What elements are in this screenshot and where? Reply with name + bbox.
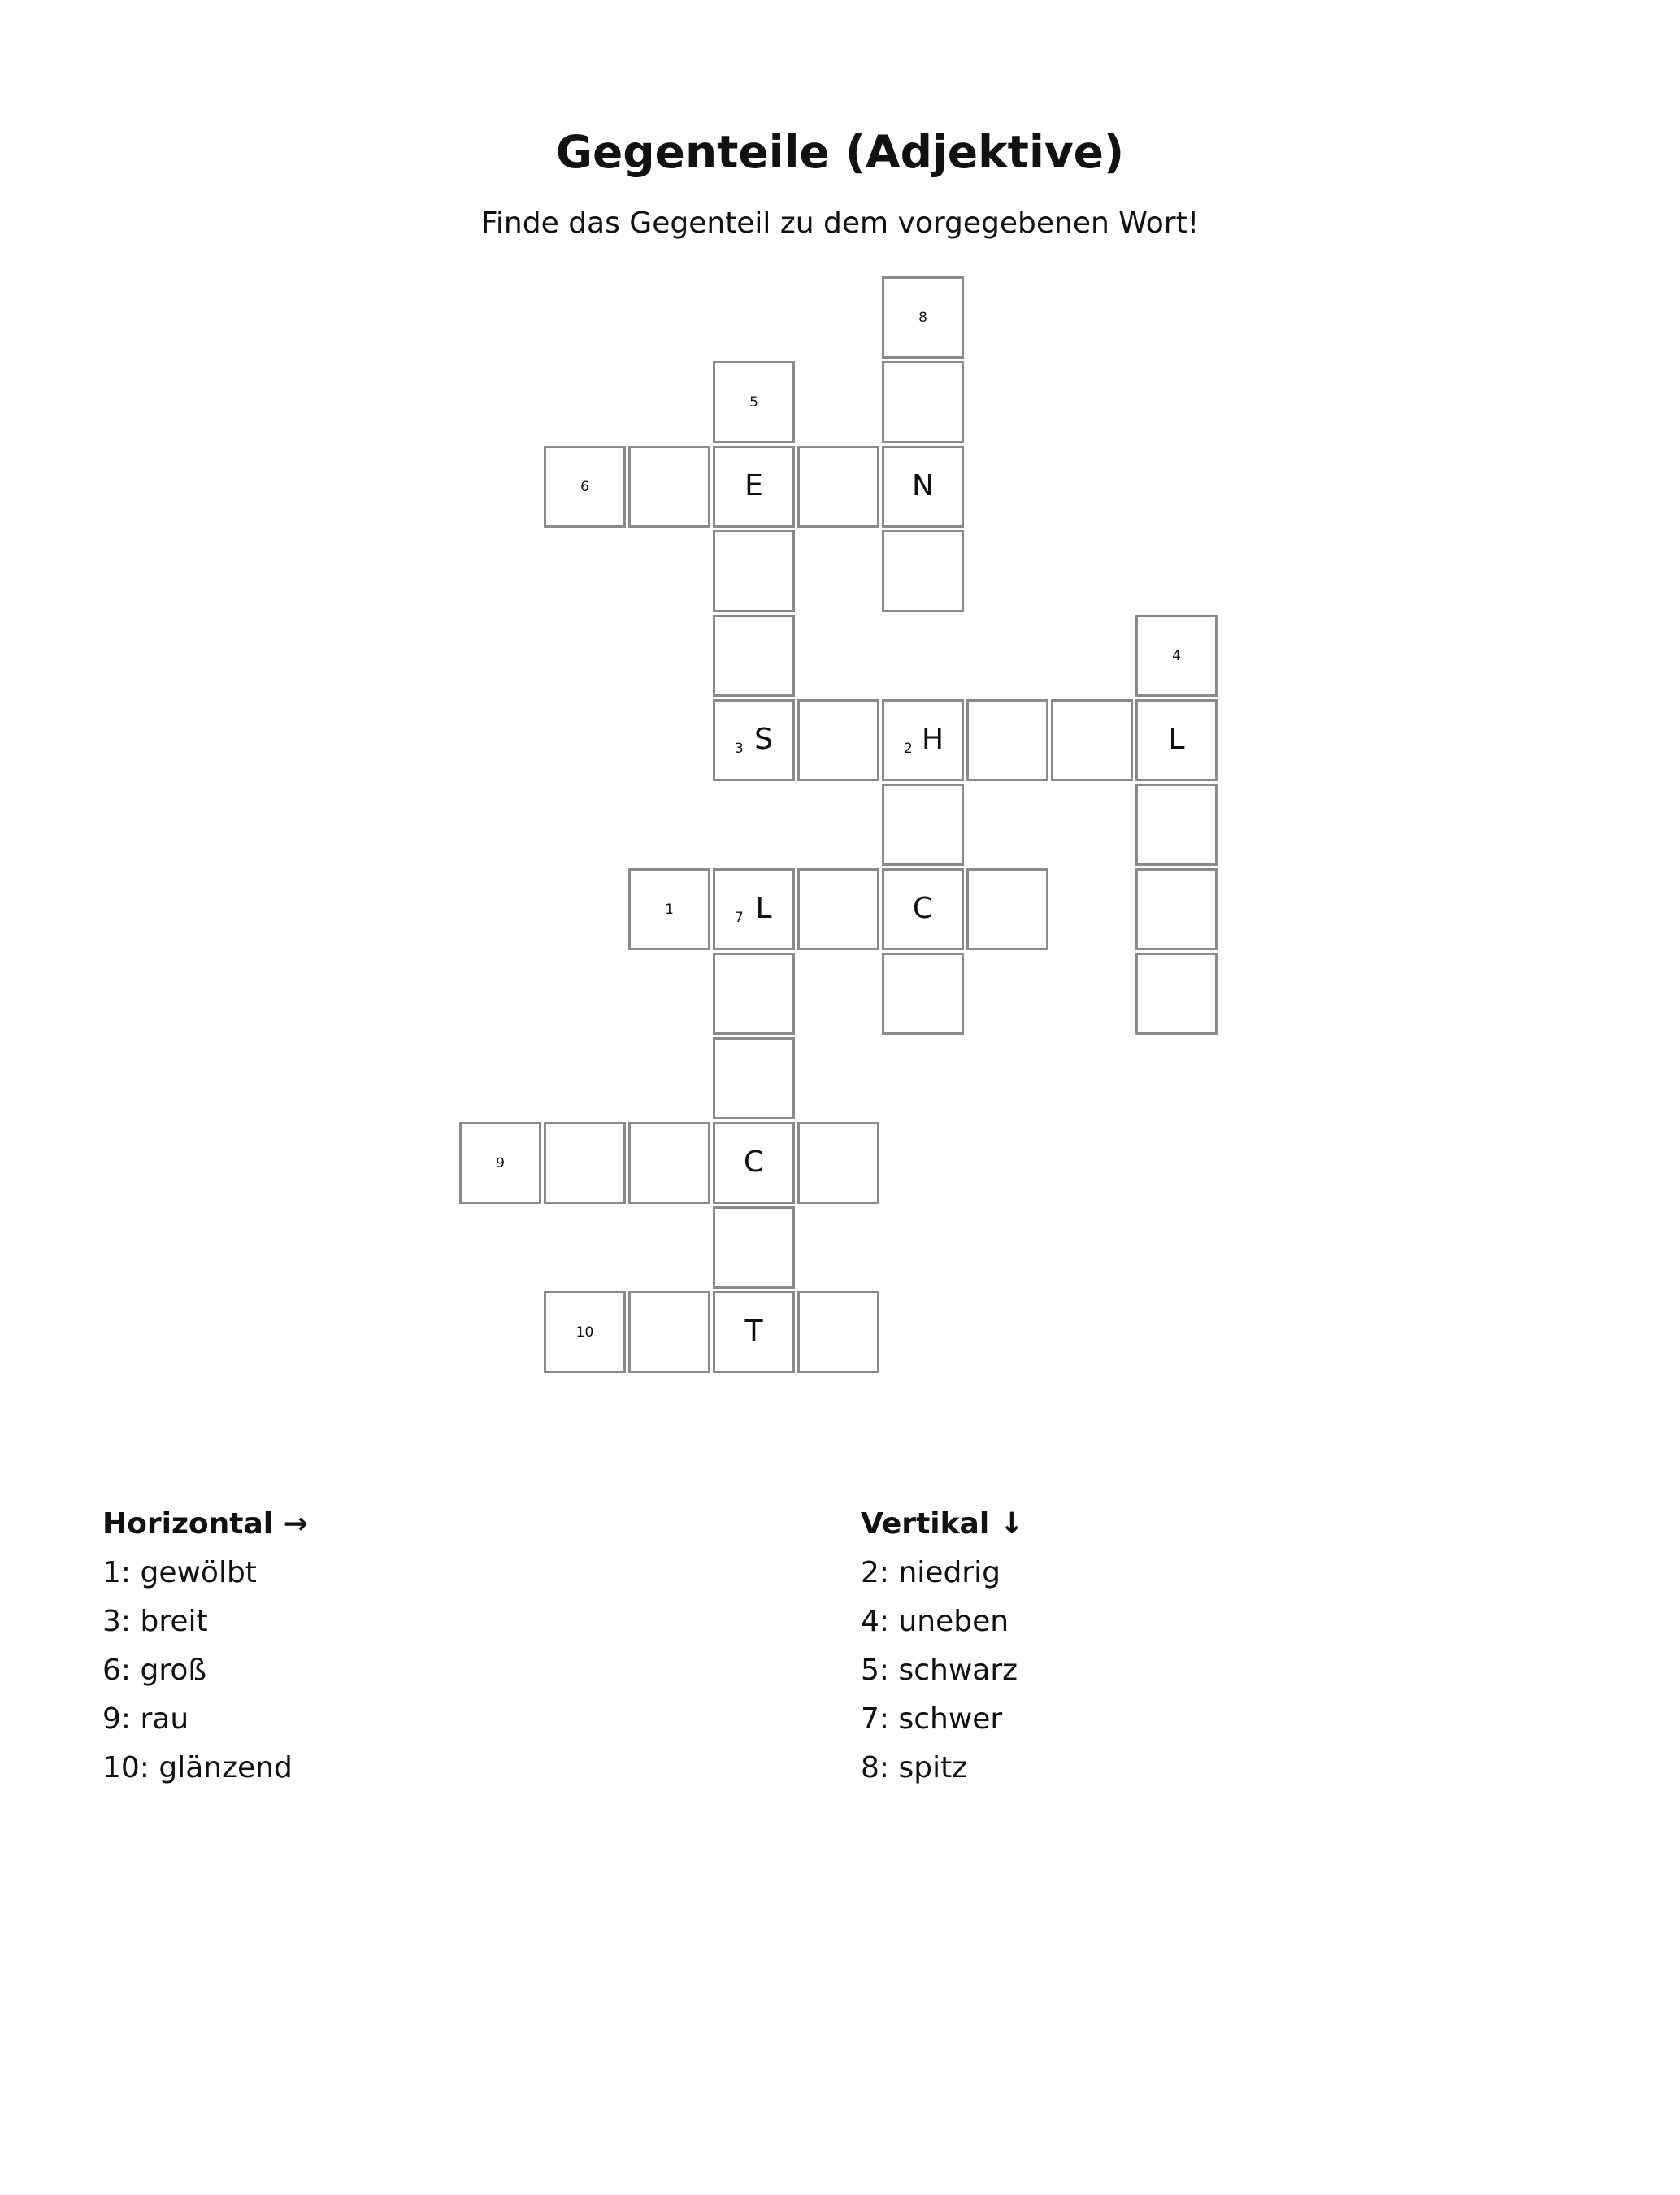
crossword-cell[interactable] bbox=[628, 1122, 710, 1204]
crossword-cell[interactable] bbox=[882, 953, 964, 1035]
clue-item: 5: schwarz bbox=[861, 1654, 1018, 1687]
given-letter: C bbox=[743, 1145, 765, 1179]
crossword-cell[interactable] bbox=[713, 615, 795, 697]
clue-item: 9: rau bbox=[102, 1702, 189, 1736]
clue-item: 4: uneben bbox=[861, 1605, 1009, 1638]
crossword-cell[interactable] bbox=[713, 446, 795, 528]
crossword-cell[interactable] bbox=[628, 868, 710, 950]
crossword-cell[interactable] bbox=[628, 1291, 710, 1373]
crossword-cell[interactable] bbox=[713, 1122, 795, 1204]
crossword-cell[interactable] bbox=[1135, 953, 1218, 1035]
given-letter: S bbox=[754, 723, 773, 756]
crossword-cell[interactable] bbox=[797, 1291, 879, 1373]
given-letter: E bbox=[744, 469, 763, 502]
crossword-cell[interactable] bbox=[797, 1122, 879, 1204]
crossword-cell[interactable] bbox=[1135, 699, 1218, 781]
crossword-cell[interactable] bbox=[713, 953, 795, 1035]
crossword-cell[interactable] bbox=[1135, 784, 1218, 866]
given-letter: H bbox=[921, 723, 944, 756]
given-letter: L bbox=[755, 892, 772, 925]
given-letter: L bbox=[1168, 723, 1185, 756]
given-letter: N bbox=[912, 469, 934, 502]
clue-number: 10 bbox=[575, 1324, 594, 1341]
clue-item: 7: schwer bbox=[861, 1702, 1003, 1736]
crossword-cell[interactable] bbox=[966, 699, 1048, 781]
crossword-cell[interactable] bbox=[882, 361, 964, 443]
crossword-cell[interactable] bbox=[544, 1291, 626, 1373]
crossword-cell[interactable] bbox=[459, 1122, 541, 1204]
crossword-cell[interactable] bbox=[882, 276, 964, 359]
clue-number: 7 bbox=[735, 910, 744, 926]
crossword-cell[interactable] bbox=[882, 530, 964, 612]
crossword-cell[interactable] bbox=[797, 699, 879, 781]
instructions: Finde das Gegenteil zu dem vorgegebenen Wort! bbox=[480, 206, 1200, 240]
clue-item: 8: spitz bbox=[861, 1751, 968, 1784]
crossword-cell[interactable] bbox=[1135, 868, 1218, 950]
crossword-cell[interactable] bbox=[713, 1037, 795, 1119]
crossword-cell[interactable] bbox=[713, 1206, 795, 1289]
clues-horizontal bbox=[102, 1500, 308, 1793]
crossword-cell[interactable] bbox=[713, 868, 795, 950]
clue-number: 5 bbox=[749, 394, 758, 411]
given-letter: T bbox=[744, 1315, 763, 1348]
page-title: Gegenteile (Adjektive) bbox=[555, 126, 1125, 178]
clue-number: 8 bbox=[918, 310, 927, 326]
clue-item: 1: gewölbt bbox=[102, 1556, 257, 1589]
crossword-cell[interactable] bbox=[628, 446, 710, 528]
crossword-cell[interactable] bbox=[1135, 615, 1218, 697]
clue-item: 6: groß bbox=[102, 1654, 207, 1687]
clue-number: 3 bbox=[735, 741, 744, 757]
crossword-cell[interactable] bbox=[797, 868, 879, 950]
crossword-cell[interactable] bbox=[966, 868, 1048, 950]
clue-item: 10: glänzend bbox=[102, 1751, 293, 1784]
crossword-cell[interactable] bbox=[713, 1291, 795, 1373]
crossword-cell[interactable] bbox=[797, 446, 879, 528]
given-letter: C bbox=[912, 892, 934, 925]
crossword-cell[interactable] bbox=[1051, 699, 1133, 781]
crossword-cell[interactable] bbox=[544, 446, 626, 528]
clue-number: 2 bbox=[904, 741, 913, 757]
crossword-cell[interactable] bbox=[882, 446, 964, 528]
crossword-cell[interactable] bbox=[544, 1122, 626, 1204]
clues-vertical-heading: Vertikal ↓ bbox=[861, 1507, 1024, 1541]
clue-number: 9 bbox=[496, 1155, 505, 1171]
crossword-cell[interactable] bbox=[882, 699, 964, 781]
crossword-cell[interactable] bbox=[713, 530, 795, 612]
clues-horizontal-heading: Horizontal → bbox=[102, 1507, 308, 1541]
clue-item: 2: niedrig bbox=[861, 1556, 1001, 1589]
crossword-cell[interactable] bbox=[882, 784, 964, 866]
clue-number: 4 bbox=[1172, 648, 1181, 664]
clue-item: 3: breit bbox=[102, 1605, 208, 1638]
crossword-cell[interactable] bbox=[882, 868, 964, 950]
clue-number: 1 bbox=[665, 902, 674, 918]
clue-number: 6 bbox=[580, 479, 589, 495]
crossword-cell[interactable] bbox=[713, 699, 795, 781]
crossword-cell[interactable] bbox=[713, 361, 795, 443]
clues-vertical bbox=[861, 1500, 1024, 1793]
